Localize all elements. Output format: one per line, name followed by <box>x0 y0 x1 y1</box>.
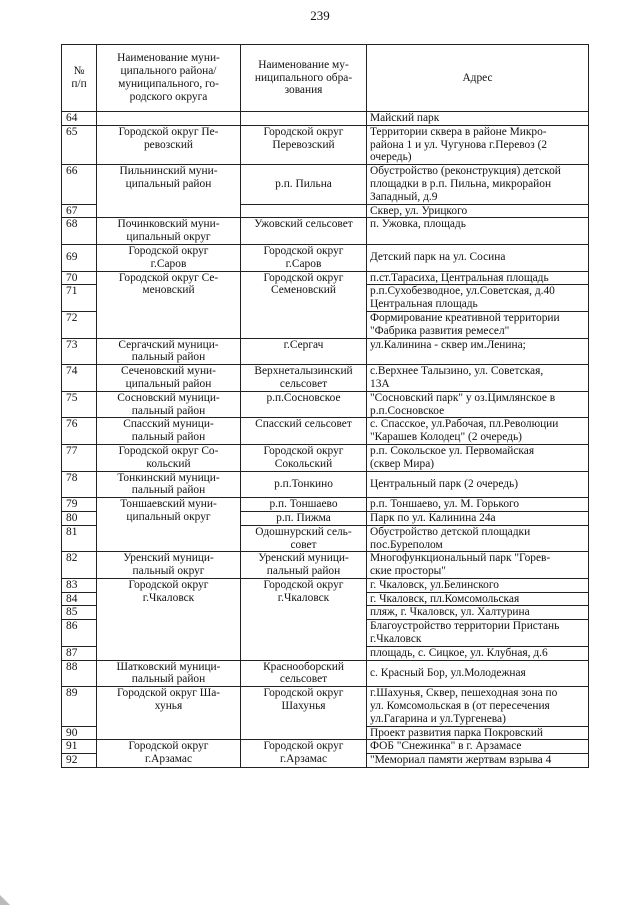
table-row <box>62 552 589 579</box>
table-row <box>62 578 589 592</box>
header-num: № п/п <box>62 45 97 112</box>
row-number: 91 <box>62 740 97 754</box>
district-cell: Уренский муници- пальный округ <box>97 552 241 579</box>
address-cell: Обустройство (реконструкция) детской площадки в р.п. Пильна, микрорайон Западный, д.9 <box>367 165 589 204</box>
row-number: 72 <box>62 311 97 338</box>
table-header-row <box>62 45 589 112</box>
row-number: 70 <box>62 271 97 285</box>
row-number: 78 <box>62 471 97 498</box>
entity-cell: Верхнеталызинский сельсовет <box>241 365 367 392</box>
row-number: 66 <box>62 165 97 204</box>
row-number: 79 <box>62 498 97 512</box>
row-number: 88 <box>62 660 97 687</box>
table-row <box>62 687 589 726</box>
district-cell: Городской округ г.Саров <box>97 244 241 271</box>
entity-cell: р.п.Сосновское <box>241 391 367 418</box>
district-cell: Тонкинский муници- пальный район <box>97 471 241 498</box>
district-cell: Городской округ Со- кольский <box>97 444 241 471</box>
row-number: 89 <box>62 687 97 726</box>
entity-cell: Уренский муници- пальный район <box>241 552 367 579</box>
address-cell: Проект развития парка Покровский <box>367 726 589 740</box>
table-row <box>62 125 589 164</box>
page-corner-mark <box>0 895 10 905</box>
entity-cell: р.п. Пижма <box>241 511 367 525</box>
entity-cell: Городской округ г.Чкаловск <box>241 578 367 660</box>
row-number: 76 <box>62 418 97 445</box>
row-number: 65 <box>62 125 97 164</box>
address-cell: Формирование креативной территории "Фабрика развития ремесел" <box>367 311 589 338</box>
entity-cell: Спасский сельсовет <box>241 418 367 445</box>
row-number: 90 <box>62 726 97 740</box>
district-cell: Сеченовский муни- ципальный район <box>97 365 241 392</box>
district-cell: Городской округ г.Арзамас <box>97 740 241 768</box>
header-address: Адрес <box>367 45 589 112</box>
entity-cell: г.Сергач <box>241 338 367 365</box>
address-cell: г.Шахунья, Сквер, пешеходная зона по ул. Комсомольская в (от пересечения ул.Гагарина и ул.Тургенева) <box>367 687 589 726</box>
entity-cell: Ужовский сельсовет <box>241 218 367 245</box>
address-cell: ул.Калинина - сквер им.Ленина; <box>367 338 589 365</box>
header-district: Наименование муни- ципального района/ муниципального, го- родского округа <box>97 45 241 112</box>
district-cell: Починковский муни- ципальный округ <box>97 218 241 245</box>
address-cell: р.п. Тоншаево, ул. М. Горького <box>367 498 589 512</box>
row-number: 77 <box>62 444 97 471</box>
row-number: 73 <box>62 338 97 365</box>
address-cell: с. Красный Бор, ул.Молодежная <box>367 660 589 687</box>
address-cell: "Сосновский парк" у оз.Цимлянское в р.п.Сосновское <box>367 391 589 418</box>
district-cell: Спасский муници- пальный район <box>97 418 241 445</box>
address-cell: площадь, с. Сицкое, ул. Клубная, д.6 <box>367 646 589 660</box>
table-row <box>62 471 589 498</box>
entity-cell: р.п. Тоншаево <box>241 498 367 512</box>
entity-cell: Городской округ Семеновский <box>241 271 367 338</box>
row-number: 84 <box>62 592 97 606</box>
playgrounds-table <box>61 44 589 768</box>
address-cell: с. Спасское, ул.Рабочая, пл.Революции "Карашев Колодец" (2 очередь) <box>367 418 589 445</box>
district-cell: Городской округ г.Чкаловск <box>97 578 241 660</box>
entity-cell: р.п.Тонкино <box>241 471 367 498</box>
table-row <box>62 218 589 245</box>
district-cell: Городской округ Се- меновский <box>97 271 241 338</box>
district-cell: Тоншаевский муни- ципальный округ <box>97 498 241 552</box>
district-cell: Сосновский муници- пальный район <box>97 391 241 418</box>
address-cell: Парк по ул. Калинина 24а <box>367 511 589 525</box>
row-number: 64 <box>62 112 97 126</box>
entity-cell <box>241 204 367 218</box>
entity-cell: Городской округ г.Саров <box>241 244 367 271</box>
table-row <box>62 112 589 126</box>
district-cell <box>97 112 241 126</box>
row-number: 67 <box>62 204 97 218</box>
entity-cell: Городской округ г.Арзамас <box>241 740 367 768</box>
table-row <box>62 498 589 512</box>
row-number: 83 <box>62 578 97 592</box>
address-cell: Обустройство детской площадки пос.Буреполом <box>367 525 589 552</box>
address-cell: г. Чкаловск, пл.Комсомольская <box>367 592 589 606</box>
entity-cell: Одошнурский сель- совет <box>241 525 367 552</box>
row-number: 87 <box>62 646 97 660</box>
address-cell: п.ст.Тарасиха, Центральная площадь <box>367 271 589 285</box>
address-cell: Благоустройство территории Пристань г.Чкаловск <box>367 620 589 647</box>
table-row <box>62 338 589 365</box>
table-row <box>62 660 589 687</box>
row-number: 71 <box>62 285 97 312</box>
row-number: 82 <box>62 552 97 579</box>
address-cell: Центральный парк (2 очередь) <box>367 471 589 498</box>
table-row <box>62 165 589 204</box>
address-cell: Майский парк <box>367 112 589 126</box>
row-number: 69 <box>62 244 97 271</box>
address-cell: Детский парк на ул. Сосина <box>367 244 589 271</box>
entity-cell: Городской округ Шахунья <box>241 687 367 740</box>
row-number: 81 <box>62 525 97 552</box>
table-row <box>62 740 589 754</box>
address-cell: "Мемориал памяти жертвам взрыва 4 <box>367 754 589 768</box>
district-cell: Городской округ Ша- хунья <box>97 687 241 740</box>
table-row <box>62 444 589 471</box>
row-number: 86 <box>62 620 97 647</box>
district-cell: Пильнинский муни- ципальный район <box>97 165 241 218</box>
row-number: 74 <box>62 365 97 392</box>
row-number: 80 <box>62 511 97 525</box>
address-cell: р.п. Сокольское ул. Первомайская (сквер Мира) <box>367 444 589 471</box>
table-row <box>62 271 589 285</box>
address-cell: Территории сквера в районе Микро- района 1 и ул. Чугунова г.Перевоз (2 очередь) <box>367 125 589 164</box>
row-number: 85 <box>62 606 97 620</box>
entity-cell <box>241 112 367 126</box>
address-cell: Многофункциональный парк "Горев- ские просторы" <box>367 552 589 579</box>
district-cell: Сергачский муници- пальный район <box>97 338 241 365</box>
table-row <box>62 244 589 271</box>
entity-cell: Краснооборский сельсовет <box>241 660 367 687</box>
address-cell: пляж, г. Чкаловск, ул. Халтурина <box>367 606 589 620</box>
entity-cell: Городской округ Перевозский <box>241 125 367 164</box>
address-cell: с.Верхнее Талызино, ул. Советская, 13А <box>367 365 589 392</box>
address-cell: г. Чкаловск, ул.Белинского <box>367 578 589 592</box>
address-cell: п. Ужовка, площадь <box>367 218 589 245</box>
row-number: 75 <box>62 391 97 418</box>
address-cell: р.п.Сухобезводное, ул.Советская, д.40 Центральная площадь <box>367 285 589 312</box>
district-cell: Городской округ Пе- ревозский <box>97 125 241 164</box>
address-cell: ФОБ "Снежинка" в г. Арзамасе <box>367 740 589 754</box>
row-number: 92 <box>62 754 97 768</box>
table-row <box>62 365 589 392</box>
page-number: 239 <box>310 8 330 23</box>
address-cell: Сквер, ул. Урицкого <box>367 204 589 218</box>
entity-cell: р.п. Пильна <box>241 165 367 204</box>
table-row <box>62 391 589 418</box>
header-entity: Наименование му- ниципального обра- зования <box>241 45 367 112</box>
row-number: 68 <box>62 218 97 245</box>
district-cell: Шатковский муници- пальный район <box>97 660 241 687</box>
table-row <box>62 418 589 445</box>
entity-cell: Городской округ Сокольский <box>241 444 367 471</box>
